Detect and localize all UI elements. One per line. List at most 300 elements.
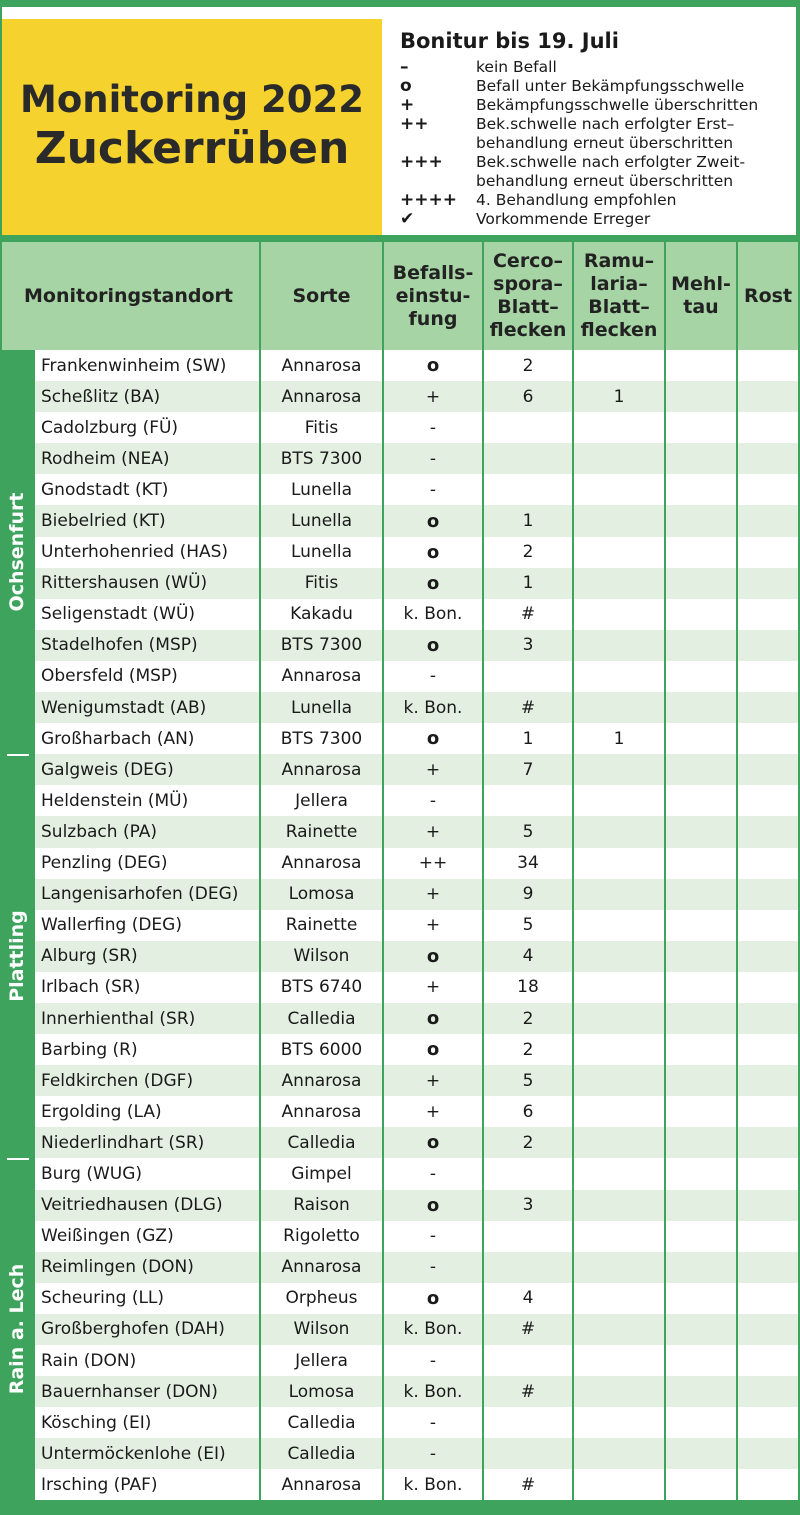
title-box (2, 19, 382, 235)
region-cell (1, 1158, 34, 1500)
cell-befall: - (383, 443, 483, 474)
table-row (1, 1034, 798, 1065)
cell-sorte: Annarosa (260, 1469, 383, 1500)
cell-rost (737, 1003, 798, 1034)
cell-rost (737, 1283, 798, 1314)
cell-rost (737, 1034, 798, 1065)
cell-sorte: Annarosa (260, 754, 383, 785)
cell-rost (737, 1438, 798, 1469)
table-row (1, 1469, 798, 1500)
cell-standort: Penzling (DEG) (34, 848, 260, 879)
legend-text: kein Befall (476, 58, 557, 76)
legend-item (400, 210, 796, 229)
monitoring-table-area (0, 242, 800, 1500)
region-cell (1, 350, 34, 754)
cell-mehltau (665, 692, 737, 723)
cell-cercospora: 5 (483, 816, 573, 847)
cell-ramularia (573, 1096, 665, 1127)
legend-items (400, 58, 796, 229)
table-row (1, 1252, 798, 1283)
table-row (1, 972, 798, 1003)
table-header-row (1, 242, 798, 350)
table-row (1, 692, 798, 723)
cell-standort: Unterhohenried (HAS) (34, 537, 260, 568)
cell-sorte: Lunella (260, 537, 383, 568)
cell-rost (737, 505, 798, 536)
cell-sorte: Annarosa (260, 1096, 383, 1127)
cell-sorte: Annarosa (260, 661, 383, 692)
cell-rost (737, 692, 798, 723)
cell-mehltau (665, 1065, 737, 1096)
cell-sorte: BTS 7300 (260, 443, 383, 474)
cell-cercospora: 2 (483, 537, 573, 568)
cell-mehltau (665, 1407, 737, 1438)
cell-standort: Heldenstein (MÜ) (34, 785, 260, 816)
legend-text: Bek.schwelle nach erfolgter Erst– (476, 115, 735, 133)
cell-sorte: Annarosa (260, 1065, 383, 1096)
legend-text-continued: behandlung erneut überschritten (476, 134, 734, 152)
table-row (1, 785, 798, 816)
cell-sorte: Gimpel (260, 1158, 383, 1189)
cell-cercospora: 2 (483, 1003, 573, 1034)
cell-ramularia (573, 1469, 665, 1500)
cell-standort: Feldkirchen (DGF) (34, 1065, 260, 1096)
header-sorte: Sorte (260, 242, 383, 350)
cell-rost (737, 754, 798, 785)
cell-ramularia (573, 1376, 665, 1407)
cell-befall: - (383, 661, 483, 692)
table-body (1, 350, 798, 1500)
cell-standort: Großharbach (AN) (34, 723, 260, 754)
cell-sorte: Wilson (260, 941, 383, 972)
cell-befall: - (383, 474, 483, 505)
cell-befall: k. Bon. (383, 1376, 483, 1407)
cell-cercospora: 5 (483, 910, 573, 941)
cell-befall: - (383, 1158, 483, 1189)
cell-cercospora: # (483, 599, 573, 630)
table-row (1, 723, 798, 754)
cell-ramularia (573, 537, 665, 568)
cell-ramularia (573, 1314, 665, 1345)
cell-cercospora: # (483, 1469, 573, 1500)
cell-cercospora: 6 (483, 381, 573, 412)
cell-standort: Weißingen (GZ) (34, 1221, 260, 1252)
cell-sorte: Rainette (260, 816, 383, 847)
table-row (1, 1438, 798, 1469)
cell-befall: + (383, 1065, 483, 1096)
table-row (1, 474, 798, 505)
cell-befall: + (383, 879, 483, 910)
cell-standort: Veitriedhausen (DLG) (34, 1190, 260, 1221)
table-row (1, 630, 798, 661)
cell-mehltau (665, 1221, 737, 1252)
cell-befall: + (383, 381, 483, 412)
header-cercospora: Cerco– spora– Blatt– flecken (483, 242, 573, 350)
legend-title: Bonitur bis 19. Juli (400, 29, 619, 53)
cell-standort: Ergolding (LA) (34, 1096, 260, 1127)
header-mehltau: Mehl- tau (665, 242, 737, 350)
cell-rost (737, 443, 798, 474)
region-label: Plattling (6, 910, 28, 1003)
cell-befall: - (383, 785, 483, 816)
cell-sorte: Calledia (260, 1407, 383, 1438)
legend-text: Befall unter Bekämpfungsschwelle (476, 77, 745, 95)
cell-standort: Biebelried (KT) (34, 505, 260, 536)
cell-ramularia: 1 (573, 723, 665, 754)
table-row (1, 1096, 798, 1127)
cell-ramularia (573, 505, 665, 536)
cell-ramularia (573, 1221, 665, 1252)
cell-standort: Großberghofen (DAH) (34, 1314, 260, 1345)
table-row (1, 1345, 798, 1376)
cell-ramularia (573, 1438, 665, 1469)
cell-rost (737, 661, 798, 692)
cell-mehltau (665, 785, 737, 816)
cell-rost (737, 1221, 798, 1252)
cell-standort: Galgweis (DEG) (34, 754, 260, 785)
cell-cercospora (483, 661, 573, 692)
table-row (1, 1190, 798, 1221)
cell-cercospora (483, 412, 573, 443)
cell-mehltau (665, 599, 737, 630)
cell-standort: Untermöckenlohe (EI) (34, 1438, 260, 1469)
cell-mehltau (665, 1003, 737, 1034)
cell-mehltau (665, 412, 737, 443)
table-row (1, 661, 798, 692)
cell-standort: Rittershausen (WÜ) (34, 568, 260, 599)
cell-rost (737, 879, 798, 910)
cell-rost (737, 412, 798, 443)
cell-befall: k. Bon. (383, 1314, 483, 1345)
monitoring-table (0, 242, 798, 1500)
cell-cercospora: 4 (483, 1283, 573, 1314)
cell-mehltau (665, 754, 737, 785)
cell-standort: Barbing (R) (34, 1034, 260, 1065)
cell-befall: ++ (383, 848, 483, 879)
legend-symbol: ++++ (400, 190, 457, 210)
cell-rost (737, 1096, 798, 1127)
circle-icon: o (383, 1283, 483, 1314)
cell-sorte: Annarosa (260, 381, 383, 412)
circle-icon: o (383, 1190, 483, 1221)
cell-mehltau (665, 661, 737, 692)
cell-befall: k. Bon. (383, 599, 483, 630)
cell-rost (737, 1127, 798, 1158)
cell-rost (737, 1345, 798, 1376)
table-row (1, 816, 798, 847)
cell-ramularia (573, 1065, 665, 1096)
cell-sorte: BTS 7300 (260, 630, 383, 661)
cell-cercospora: 6 (483, 1096, 573, 1127)
cell-standort: Seligenstadt (WÜ) (34, 599, 260, 630)
cell-cercospora: # (483, 692, 573, 723)
cell-mehltau (665, 972, 737, 1003)
legend-text: Bek.schwelle nach erfolgter Zweit- (476, 153, 746, 171)
table-row (1, 1407, 798, 1438)
cell-cercospora (483, 1407, 573, 1438)
cell-sorte: Calledia (260, 1127, 383, 1158)
cell-ramularia (573, 1407, 665, 1438)
circle-icon: o (383, 537, 483, 568)
cell-rost (737, 941, 798, 972)
cell-rost (737, 1065, 798, 1096)
cell-sorte: Calledia (260, 1438, 383, 1469)
cell-standort: Sulzbach (PA) (34, 816, 260, 847)
cell-mehltau (665, 505, 737, 536)
cell-mehltau (665, 848, 737, 879)
cell-cercospora: # (483, 1376, 573, 1407)
cell-standort: Irsching (PAF) (34, 1469, 260, 1500)
cell-mehltau (665, 1252, 737, 1283)
cell-sorte: Fitis (260, 568, 383, 599)
cell-rost (737, 1376, 798, 1407)
table-row (1, 1376, 798, 1407)
cell-sorte: Rainette (260, 910, 383, 941)
cell-mehltau (665, 910, 737, 941)
header-ramularia: Ramu– laria– Blatt– flecken (573, 242, 665, 350)
cell-cercospora: 3 (483, 1190, 573, 1221)
table-row (1, 1003, 798, 1034)
legend-symbol: + (400, 95, 415, 115)
cell-standort: Cadolzburg (FÜ) (34, 412, 260, 443)
cell-sorte: Annarosa (260, 1252, 383, 1283)
cell-sorte: Fitis (260, 412, 383, 443)
cell-ramularia (573, 785, 665, 816)
table-row (1, 537, 798, 568)
cell-mehltau (665, 1158, 737, 1189)
cell-ramularia (573, 412, 665, 443)
cell-befall: - (383, 1252, 483, 1283)
cell-ramularia (573, 754, 665, 785)
cell-ramularia (573, 692, 665, 723)
cell-mehltau (665, 443, 737, 474)
cell-befall: k. Bon. (383, 1469, 483, 1500)
cell-cercospora: 1 (483, 568, 573, 599)
cell-mehltau (665, 1469, 737, 1500)
cell-ramularia (573, 1034, 665, 1065)
cell-mehltau (665, 1127, 737, 1158)
legend-text-continued: behandlung erneut überschritten (476, 172, 734, 190)
table-row (1, 848, 798, 879)
cell-ramularia (573, 599, 665, 630)
table-row (1, 1127, 798, 1158)
cell-cercospora: 2 (483, 1034, 573, 1065)
cell-mehltau (665, 381, 737, 412)
cell-standort: Rodheim (NEA) (34, 443, 260, 474)
legend-item (400, 191, 796, 210)
cell-ramularia (573, 1345, 665, 1376)
table-row (1, 443, 798, 474)
cell-rost (737, 1158, 798, 1189)
cell-sorte: Jellera (260, 1345, 383, 1376)
cell-sorte: Lomosa (260, 1376, 383, 1407)
cell-mehltau (665, 537, 737, 568)
legend-text: Bekämpfungsschwelle überschritten (476, 96, 759, 114)
cell-mehltau (665, 1034, 737, 1065)
circle-icon: o (383, 1034, 483, 1065)
legend-item (400, 96, 796, 115)
table-row (1, 568, 798, 599)
cell-sorte: Lunella (260, 474, 383, 505)
region-divider (7, 1158, 29, 1160)
cell-rost (737, 816, 798, 847)
cell-ramularia (573, 474, 665, 505)
cell-cercospora (483, 1158, 573, 1189)
cell-befall: + (383, 754, 483, 785)
cell-rost (737, 1252, 798, 1283)
check-icon: ✔ (400, 209, 415, 229)
circle-icon: o (383, 350, 483, 381)
table-row (1, 1065, 798, 1096)
cell-ramularia (573, 1003, 665, 1034)
region-label: Ochsenfurt (6, 492, 28, 612)
circle-icon: o (383, 568, 483, 599)
region-divider (7, 754, 29, 756)
cell-ramularia (573, 941, 665, 972)
cell-mehltau (665, 941, 737, 972)
cell-standort: Obersfeld (MSP) (34, 661, 260, 692)
cell-standort: Burg (WUG) (34, 1158, 260, 1189)
table-row (1, 879, 798, 910)
cell-ramularia (573, 972, 665, 1003)
cell-standort: Stadelhofen (MSP) (34, 630, 260, 661)
cell-cercospora (483, 1252, 573, 1283)
legend-item (400, 115, 796, 134)
cell-mehltau (665, 1190, 737, 1221)
cell-standort: Niederlindhart (SR) (34, 1127, 260, 1158)
cell-mehltau (665, 350, 737, 381)
page-subtitle: Zuckerrüben (34, 122, 350, 174)
table-row (1, 1158, 798, 1189)
cell-befall: k. Bon. (383, 692, 483, 723)
cell-mehltau (665, 723, 737, 754)
cell-rost (737, 350, 798, 381)
circle-icon: o (383, 630, 483, 661)
cell-cercospora: 7 (483, 754, 573, 785)
cell-ramularia (573, 879, 665, 910)
legend-symbol: +++ (400, 152, 443, 172)
cell-cercospora: 1 (483, 505, 573, 536)
cell-befall: + (383, 910, 483, 941)
cell-cercospora: 4 (483, 941, 573, 972)
cell-cercospora: 2 (483, 1127, 573, 1158)
cell-standort: Kösching (EI) (34, 1407, 260, 1438)
cell-mehltau (665, 1314, 737, 1345)
cell-ramularia (573, 1283, 665, 1314)
cell-befall: + (383, 972, 483, 1003)
header-befallseinstufung: Befalls- einstu- fung (383, 242, 483, 350)
table-row (1, 599, 798, 630)
table-row (1, 754, 798, 785)
cell-sorte: BTS 7300 (260, 723, 383, 754)
cell-standort: Innerhienthal (SR) (34, 1003, 260, 1034)
cell-mehltau (665, 1096, 737, 1127)
cell-sorte: Jellera (260, 785, 383, 816)
cell-sorte: Rigoletto (260, 1221, 383, 1252)
cell-cercospora (483, 1438, 573, 1469)
cell-befall: - (383, 1345, 483, 1376)
table-row (1, 1221, 798, 1252)
cell-rost (737, 630, 798, 661)
cell-rost (737, 381, 798, 412)
cell-befall: + (383, 1096, 483, 1127)
cell-mehltau (665, 1438, 737, 1469)
cell-standort: Bauernhanser (DON) (34, 1376, 260, 1407)
circle-icon: o (383, 1003, 483, 1034)
cell-mehltau (665, 816, 737, 847)
cell-sorte: Orpheus (260, 1283, 383, 1314)
cell-sorte: BTS 6000 (260, 1034, 383, 1065)
cell-sorte: Lomosa (260, 879, 383, 910)
cell-mehltau (665, 568, 737, 599)
table-row (1, 412, 798, 443)
legend (400, 29, 796, 229)
legend-item (400, 77, 796, 96)
cell-sorte: BTS 6740 (260, 972, 383, 1003)
legend-symbol: – (400, 57, 409, 77)
cell-befall: - (383, 1407, 483, 1438)
cell-cercospora (483, 1345, 573, 1376)
cell-ramularia (573, 1252, 665, 1283)
cell-cercospora (483, 443, 573, 474)
cell-rost (737, 599, 798, 630)
cell-rost (737, 1190, 798, 1221)
cell-ramularia (573, 661, 665, 692)
cell-cercospora: 18 (483, 972, 573, 1003)
cell-befall: - (383, 1221, 483, 1252)
cell-cercospora (483, 785, 573, 816)
cell-cercospora: 3 (483, 630, 573, 661)
cell-cercospora: 5 (483, 1065, 573, 1096)
legend-symbol: o (400, 76, 412, 96)
cell-ramularia: 1 (573, 381, 665, 412)
cell-cercospora: 2 (483, 350, 573, 381)
cell-ramularia (573, 910, 665, 941)
cell-ramularia (573, 1190, 665, 1221)
table-row (1, 381, 798, 412)
cell-ramularia (573, 1158, 665, 1189)
cell-sorte: Calledia (260, 1003, 383, 1034)
cell-sorte: Kakadu (260, 599, 383, 630)
cell-standort: Wenigumstadt (AB) (34, 692, 260, 723)
legend-text: Vorkommende Erreger (476, 210, 651, 228)
table-row (1, 1283, 798, 1314)
cell-rost (737, 723, 798, 754)
cell-rost (737, 474, 798, 505)
cell-mehltau (665, 630, 737, 661)
cell-mehltau (665, 1345, 737, 1376)
header-rost: Rost (737, 242, 798, 350)
cell-rost (737, 568, 798, 599)
page-title: Monitoring 2022 (20, 78, 364, 122)
table-row (1, 910, 798, 941)
table-row (1, 505, 798, 536)
cell-standort: Rain (DON) (34, 1345, 260, 1376)
cell-standort: Wallerfing (DEG) (34, 910, 260, 941)
cell-sorte: Annarosa (260, 848, 383, 879)
table-row (1, 1314, 798, 1345)
table-row (1, 350, 798, 381)
cell-mehltau (665, 1283, 737, 1314)
cell-ramularia (573, 443, 665, 474)
header (2, 7, 796, 235)
cell-sorte: Raison (260, 1190, 383, 1221)
cell-mehltau (665, 474, 737, 505)
cell-sorte: Annarosa (260, 350, 383, 381)
cell-ramularia (573, 1127, 665, 1158)
cell-ramularia (573, 630, 665, 661)
legend-item (400, 153, 796, 172)
